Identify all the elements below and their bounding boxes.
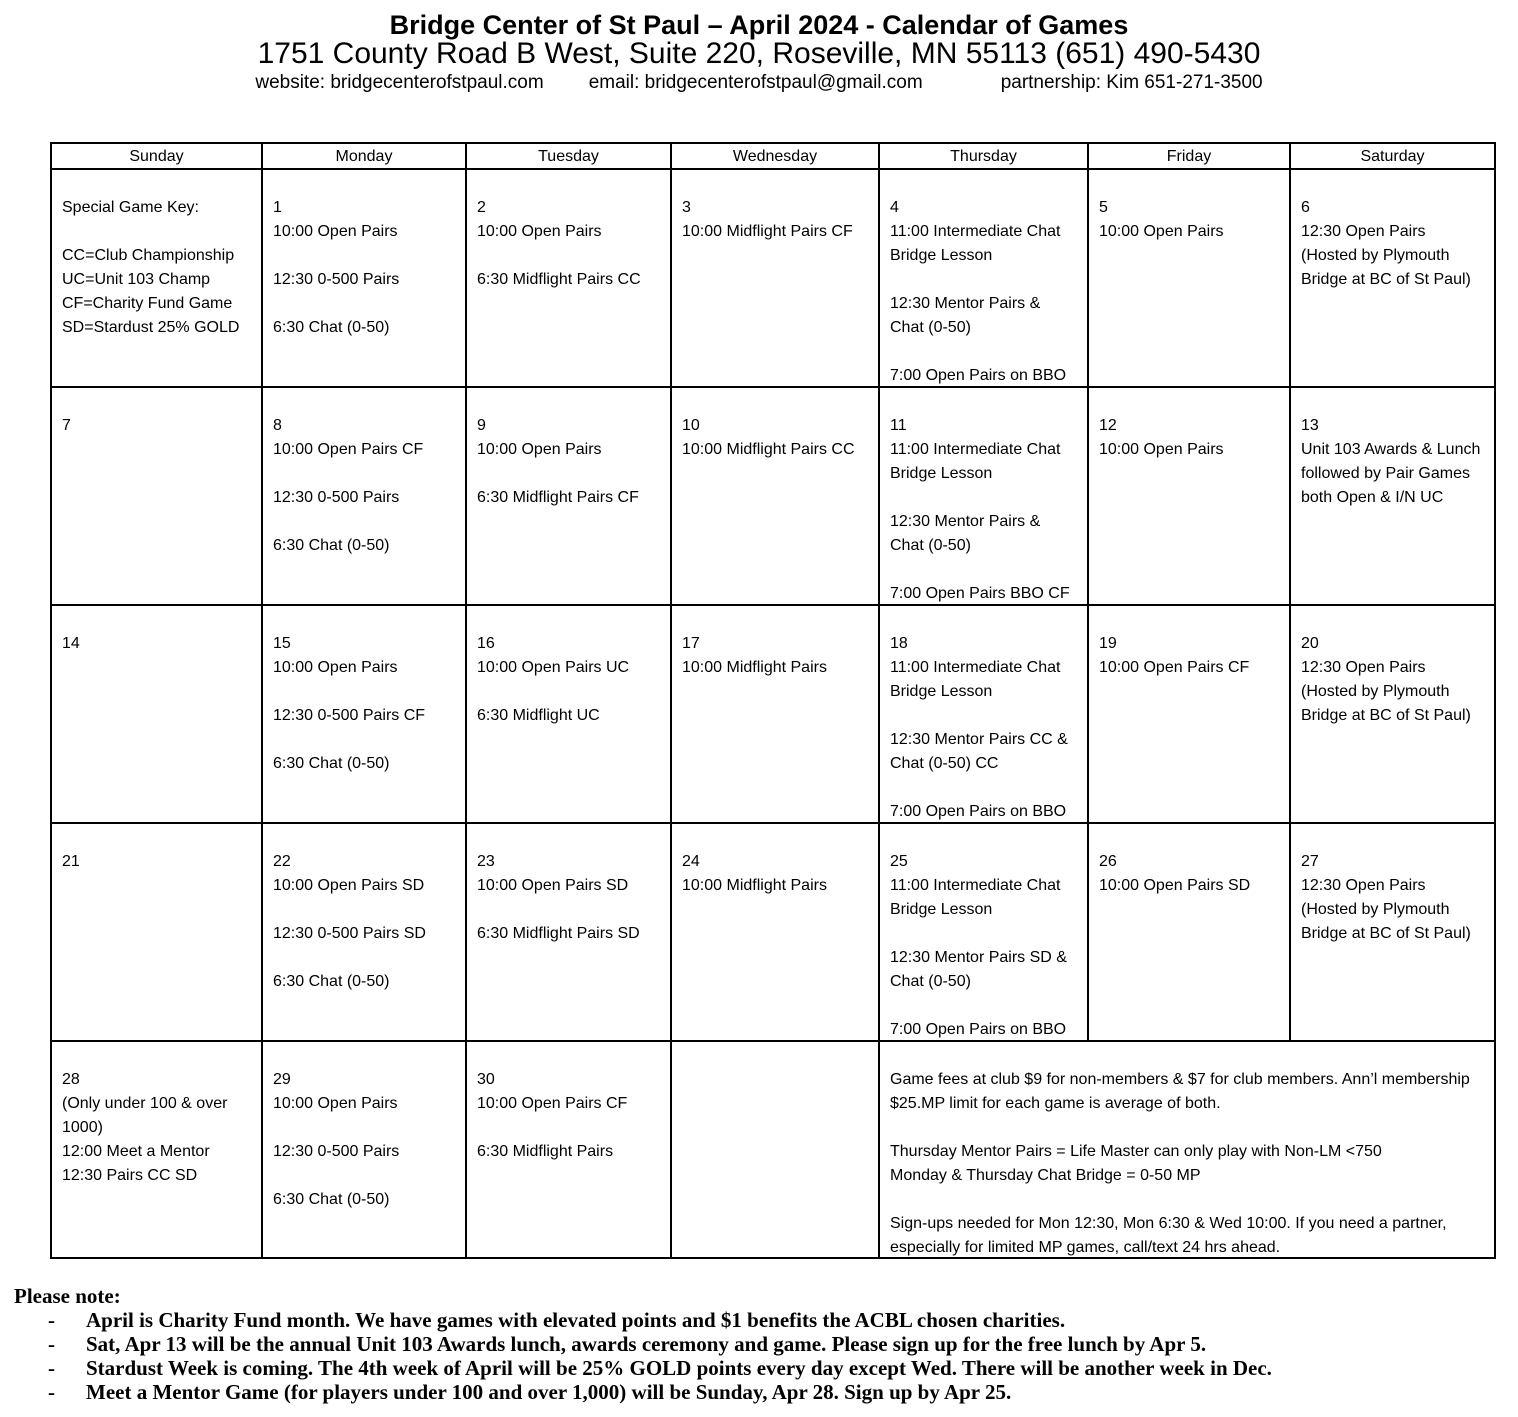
- cell-line: [890, 776, 1081, 800]
- cell-line: Chat (0-50): [890, 537, 971, 554]
- cell-line: [62, 220, 255, 244]
- cell-line: Chat (0-50): [890, 319, 971, 336]
- cell-line: 12:30 0-500 Pairs: [273, 489, 400, 506]
- cell-line: 6:30 Chat (0-50): [273, 973, 390, 990]
- cell-line: 10:00 Midflight Pairs: [682, 877, 827, 894]
- cell-line: 11:00 Intermediate Chat: [890, 877, 1061, 894]
- cell-line: 11:00 Intermediate Chat: [890, 441, 1061, 458]
- cell-line: 6:30 Chat (0-50): [273, 537, 390, 554]
- day-number: 5: [1099, 199, 1108, 216]
- day-number: 20: [1301, 635, 1319, 652]
- cell-line: Bridge Lesson: [890, 901, 993, 918]
- calendar-day-cell: [682, 632, 872, 680]
- day-header-saturday: Saturday: [1360, 148, 1425, 165]
- cell-line: 12:30 0-500 Pairs: [273, 1143, 400, 1160]
- contact-line: [0, 70, 1518, 96]
- grid-line-vertical: [878, 142, 880, 1259]
- day-header-friday: Friday: [1166, 148, 1212, 165]
- day-number: 2: [477, 199, 486, 216]
- calendar-day-cell: [273, 414, 459, 558]
- cell-line: Monday & Thursday Chat Bridge = 0-50 MP: [890, 1167, 1201, 1184]
- cell-line: [890, 268, 1081, 292]
- cell-line: Special Game Key:: [62, 199, 199, 216]
- calendar-grid: [50, 142, 1496, 1259]
- cell-line: [890, 558, 1081, 582]
- day-number: 12: [1099, 417, 1117, 434]
- dash-bullet: -: [48, 1332, 55, 1356]
- cell-line: 10:00 Midflight Pairs CF: [682, 223, 853, 240]
- calendar-day-cell: [1301, 850, 1488, 946]
- grid-line-vertical: [1494, 142, 1496, 1259]
- cell-line: Bridge at BC of St Paul): [1301, 925, 1471, 942]
- day-number: 6: [1301, 199, 1310, 216]
- calendar-day-cell: [477, 850, 664, 946]
- cell-line: 10:00 Open Pairs: [477, 441, 602, 458]
- grid-line-horizontal: [50, 168, 1496, 170]
- cell-line: [890, 340, 1081, 364]
- day-number: 9: [477, 417, 486, 434]
- grid-line-horizontal: [50, 386, 1496, 388]
- cell-line: 12:30 Open Pairs: [1301, 877, 1426, 894]
- cell-line: 7:00 Open Pairs BBO CF: [890, 585, 1070, 602]
- calendar-day-cell: [477, 1068, 664, 1164]
- cell-line: 11:00 Intermediate Chat: [890, 659, 1061, 676]
- cell-line: UC=Unit 103 Champ: [62, 271, 211, 288]
- cell-line: 12:30 Mentor Pairs &: [890, 513, 1041, 530]
- cell-line: Game fees at club $9 for non-members & $7 for club members. Ann’l membership: [890, 1071, 1470, 1088]
- cell-line: 10:00 Open Pairs CF: [1099, 659, 1250, 676]
- cell-line: 6:30 Midflight Pairs: [477, 1143, 614, 1160]
- grid-line-vertical: [1087, 142, 1089, 1042]
- cell-line: 10:00 Open Pairs SD: [1099, 877, 1251, 894]
- calendar-day-cell: [62, 1068, 255, 1188]
- day-number: 26: [1099, 853, 1117, 870]
- day-header-tuesday: Tuesday: [538, 148, 599, 165]
- cell-line: 12:30 0-500 Pairs: [273, 271, 400, 288]
- address-line: 1751 County Road B West, Suite 220, Roseville, MN 55113 (651) 490-5430: [257, 37, 1261, 70]
- cell-line: 12:30 Mentor Pairs &: [890, 295, 1041, 312]
- cell-line: 12:30 0-500 Pairs CF: [273, 707, 426, 724]
- calendar-day-cell: [477, 414, 664, 510]
- cell-line: Bridge Lesson: [890, 247, 993, 264]
- day-number: 8: [273, 417, 282, 434]
- cell-line: [890, 922, 1081, 946]
- day-header-wednesday: Wednesday: [732, 148, 818, 165]
- cell-line: Bridge at BC of St Paul): [1301, 271, 1471, 288]
- grid-line-vertical: [670, 142, 672, 1259]
- day-number: 18: [890, 635, 908, 652]
- cell-line: 12:30 Pairs CC SD: [62, 1167, 198, 1184]
- day-number: 14: [62, 635, 80, 652]
- day-number: 21: [62, 853, 80, 870]
- note-text: Stardust Week is coming. The 4th week of April will be 25% GOLD points every day except Wed. There will be another week in Dec.: [86, 1356, 1272, 1380]
- cell-line: 12:30 Mentor Pairs CC &: [890, 731, 1068, 748]
- grid-line-horizontal: [50, 1040, 1496, 1042]
- cell-line: 6:30 Midflight Pairs SD: [477, 925, 640, 942]
- page-title: Bridge Center of St Paul – April 2024 - Calendar of Games: [389, 10, 1129, 40]
- cell-line: [890, 1188, 1488, 1212]
- calendar-day-cell: [890, 632, 1081, 824]
- cell-line: 10:00 Open Pairs: [477, 223, 602, 240]
- day-number: 16: [477, 635, 495, 652]
- cell-line: 10:00 Midflight Pairs CC: [682, 441, 855, 458]
- calendar-day-cell: [1301, 414, 1488, 510]
- cell-line: Chat (0-50) CC: [890, 755, 999, 772]
- day-number: 1: [273, 199, 282, 216]
- day-number: 13: [1301, 417, 1319, 434]
- calendar-day-cell: [273, 850, 459, 994]
- calendar-day-cell: [273, 632, 459, 776]
- day-number: 23: [477, 853, 495, 870]
- day-number: 3: [682, 199, 691, 216]
- cell-line: [890, 1116, 1488, 1140]
- cell-line: 6:30 Chat (0-50): [273, 1191, 390, 1208]
- day-header-sunday: Sunday: [129, 148, 184, 165]
- note-text: Meet a Mentor Game (for players under 100 and over 1,000) will be Sunday, Apr 28. Sign up by Apr 25.: [86, 1380, 1012, 1404]
- note-item: [14, 1380, 1504, 1404]
- cell-line: Chat (0-50): [890, 973, 971, 990]
- cell-line: [890, 486, 1081, 510]
- cell-line: 10:00 Open Pairs UC: [477, 659, 630, 676]
- cell-line: 10:00 Open Pairs CF: [477, 1095, 628, 1112]
- calendar-day-cell: [273, 1068, 459, 1212]
- day-number: 15: [273, 635, 291, 652]
- cell-line: 10:00 Open Pairs: [1099, 441, 1224, 458]
- cell-line: [273, 728, 459, 752]
- cell-line: 10:00 Open Pairs: [273, 659, 398, 676]
- notes-section: [14, 1284, 1504, 1404]
- day-number: 11: [890, 417, 907, 434]
- calendar-day-cell: [477, 196, 664, 292]
- calendar-notes-cell: [890, 1068, 1488, 1260]
- cell-line: 6:30 Midflight Pairs CF: [477, 489, 639, 506]
- calendar-day-cell: [682, 196, 872, 244]
- cell-line: 10:00 Open Pairs: [273, 1095, 398, 1112]
- cell-line: 12:30 0-500 Pairs SD: [273, 925, 426, 942]
- day-number: 7: [62, 417, 71, 434]
- cell-line: [273, 680, 459, 704]
- calendar-day-cell: [62, 632, 255, 656]
- day-number: 19: [1099, 635, 1117, 652]
- dash-bullet: -: [48, 1308, 55, 1332]
- cell-line: both Open & I/N UC: [1301, 489, 1444, 506]
- note-text: Sat, Apr 13 will be the annual Unit 103 Awards lunch, awards ceremony and game. Please sign up for the free lunch by Apr 5.: [86, 1332, 1207, 1356]
- cell-line: 10:00 Open Pairs SD: [477, 877, 629, 894]
- calendar-day-cell: [1099, 414, 1283, 462]
- cell-line: (Hosted by Plymouth: [1301, 247, 1450, 264]
- calendar-day-cell: [682, 850, 872, 898]
- cell-line: [273, 510, 459, 534]
- cell-line: CF=Charity Fund Game: [62, 295, 233, 312]
- day-number: 17: [682, 635, 700, 652]
- cell-line: 6:30 Midflight Pairs CC: [477, 271, 641, 288]
- cell-line: 6:30 Chat (0-50): [273, 755, 390, 772]
- cell-line: $25.MP limit for each game is average of both.: [890, 1095, 1221, 1112]
- day-number: 24: [682, 853, 700, 870]
- calendar-day-cell: [62, 414, 255, 438]
- cell-line: 12:30 Mentor Pairs SD &: [890, 949, 1067, 966]
- cell-line: 1000): [62, 1119, 103, 1136]
- cell-line: 7:00 Open Pairs on BBO: [890, 803, 1067, 820]
- cell-line: 12:30 Open Pairs: [1301, 223, 1426, 240]
- cell-line: [273, 292, 459, 316]
- cell-line: Thursday Mentor Pairs = Life Master can only play with Non-LM <750: [890, 1143, 1382, 1160]
- calendar-day-cell: [477, 632, 664, 728]
- cell-line: Bridge at BC of St Paul): [1301, 707, 1471, 724]
- cell-line: [273, 244, 459, 268]
- cell-line: [477, 680, 664, 704]
- dash-bullet: -: [48, 1380, 55, 1404]
- calendar-day-cell: [1099, 632, 1283, 680]
- notes-title: Please note:: [14, 1284, 121, 1308]
- cell-line: SD=Stardust 25% GOLD: [62, 319, 240, 336]
- cell-line: Bridge Lesson: [890, 465, 993, 482]
- cell-line: Bridge Lesson: [890, 683, 993, 700]
- cell-line: especially for limited MP games, call/text 24 hrs ahead.: [890, 1239, 1281, 1256]
- day-number: 22: [273, 853, 291, 870]
- cell-line: [477, 244, 664, 268]
- calendar-day-cell: [62, 196, 255, 340]
- calendar-day-cell: [890, 850, 1081, 1042]
- grid-line-vertical: [261, 142, 263, 1259]
- cell-line: [273, 462, 459, 486]
- cell-line: [890, 994, 1081, 1018]
- cell-line: [273, 1164, 459, 1188]
- day-number: 28: [62, 1071, 80, 1088]
- calendar-day-cell: [890, 414, 1081, 606]
- grid-line-horizontal: [50, 822, 1496, 824]
- cell-line: [273, 1116, 459, 1140]
- day-number: 27: [1301, 853, 1319, 870]
- cell-line: (Hosted by Plymouth: [1301, 683, 1450, 700]
- cell-line: [477, 898, 664, 922]
- cell-line: [890, 704, 1081, 728]
- cell-line: 6:30 Chat (0-50): [273, 319, 390, 336]
- grid-line-vertical: [465, 142, 467, 1259]
- calendar-day-cell: [682, 414, 872, 462]
- grid-line-vertical: [1289, 142, 1291, 1042]
- day-number: 30: [477, 1071, 495, 1088]
- cell-line: [477, 462, 664, 486]
- website-text: website: bridgecenterofstpaul.com: [255, 72, 544, 93]
- calendar-day-cell: [1301, 632, 1488, 728]
- day-number: 10: [682, 417, 700, 434]
- cell-line: (Hosted by Plymouth: [1301, 901, 1450, 918]
- cell-line: 10:00 Open Pairs SD: [273, 877, 425, 894]
- cell-line: followed by Pair Games: [1301, 465, 1470, 482]
- cell-line: (Only under 100 & over: [62, 1095, 228, 1112]
- notes-list: [14, 1308, 1504, 1404]
- day-number: 25: [890, 853, 908, 870]
- grid-line-horizontal: [50, 142, 1496, 144]
- day-number: 4: [890, 199, 899, 216]
- cell-line: 11:00 Intermediate Chat: [890, 223, 1061, 240]
- partnership-text: partnership: Kim 651-271-3500: [1000, 72, 1263, 93]
- cell-line: 12:00 Meet a Mentor: [62, 1143, 210, 1160]
- cell-line: 6:30 Midflight UC: [477, 707, 600, 724]
- cell-line: CC=Club Championship: [62, 247, 235, 264]
- calendar-day-cell: [1099, 196, 1283, 244]
- note-item: [14, 1308, 1504, 1332]
- cell-line: Sign-ups needed for Mon 12:30, Mon 6:30 & Wed 10:00. If you need a partner,: [890, 1215, 1447, 1232]
- grid-line-vertical: [50, 142, 52, 1259]
- cell-line: 10:00 Open Pairs: [273, 223, 398, 240]
- cell-line: 10:00 Midflight Pairs: [682, 659, 827, 676]
- dash-bullet: -: [48, 1356, 55, 1380]
- cell-line: 7:00 Open Pairs on BBO: [890, 1021, 1067, 1038]
- calendar-day-cell: [62, 850, 255, 874]
- note-item: [14, 1356, 1504, 1380]
- note-item: [14, 1332, 1504, 1356]
- cell-line: 7:00 Open Pairs on BBO: [890, 367, 1067, 384]
- cell-line: 10:00 Open Pairs CF: [273, 441, 424, 458]
- day-number: 29: [273, 1071, 291, 1088]
- calendar-day-cell: [890, 196, 1081, 388]
- grid-line-horizontal: [50, 604, 1496, 606]
- cell-line: 12:30 Open Pairs: [1301, 659, 1426, 676]
- calendar-day-cell: [273, 196, 459, 340]
- note-text: April is Charity Fund month. We have games with elevated points and $1 benefits the ACBL chosen charities.: [86, 1308, 1066, 1332]
- day-header-monday: Monday: [335, 148, 393, 165]
- cell-line: [477, 1116, 664, 1140]
- email-text: email: bridgecenterofstpaul@gmail.com: [588, 72, 923, 93]
- cell-line: [273, 946, 459, 970]
- cell-line: [273, 898, 459, 922]
- calendar-day-cell: [1099, 850, 1283, 898]
- cell-line: Unit 103 Awards & Lunch: [1301, 441, 1481, 458]
- cell-line: 10:00 Open Pairs: [1099, 223, 1224, 240]
- calendar-day-cell: [1301, 196, 1488, 292]
- day-header-thursday: Thursday: [950, 148, 1017, 165]
